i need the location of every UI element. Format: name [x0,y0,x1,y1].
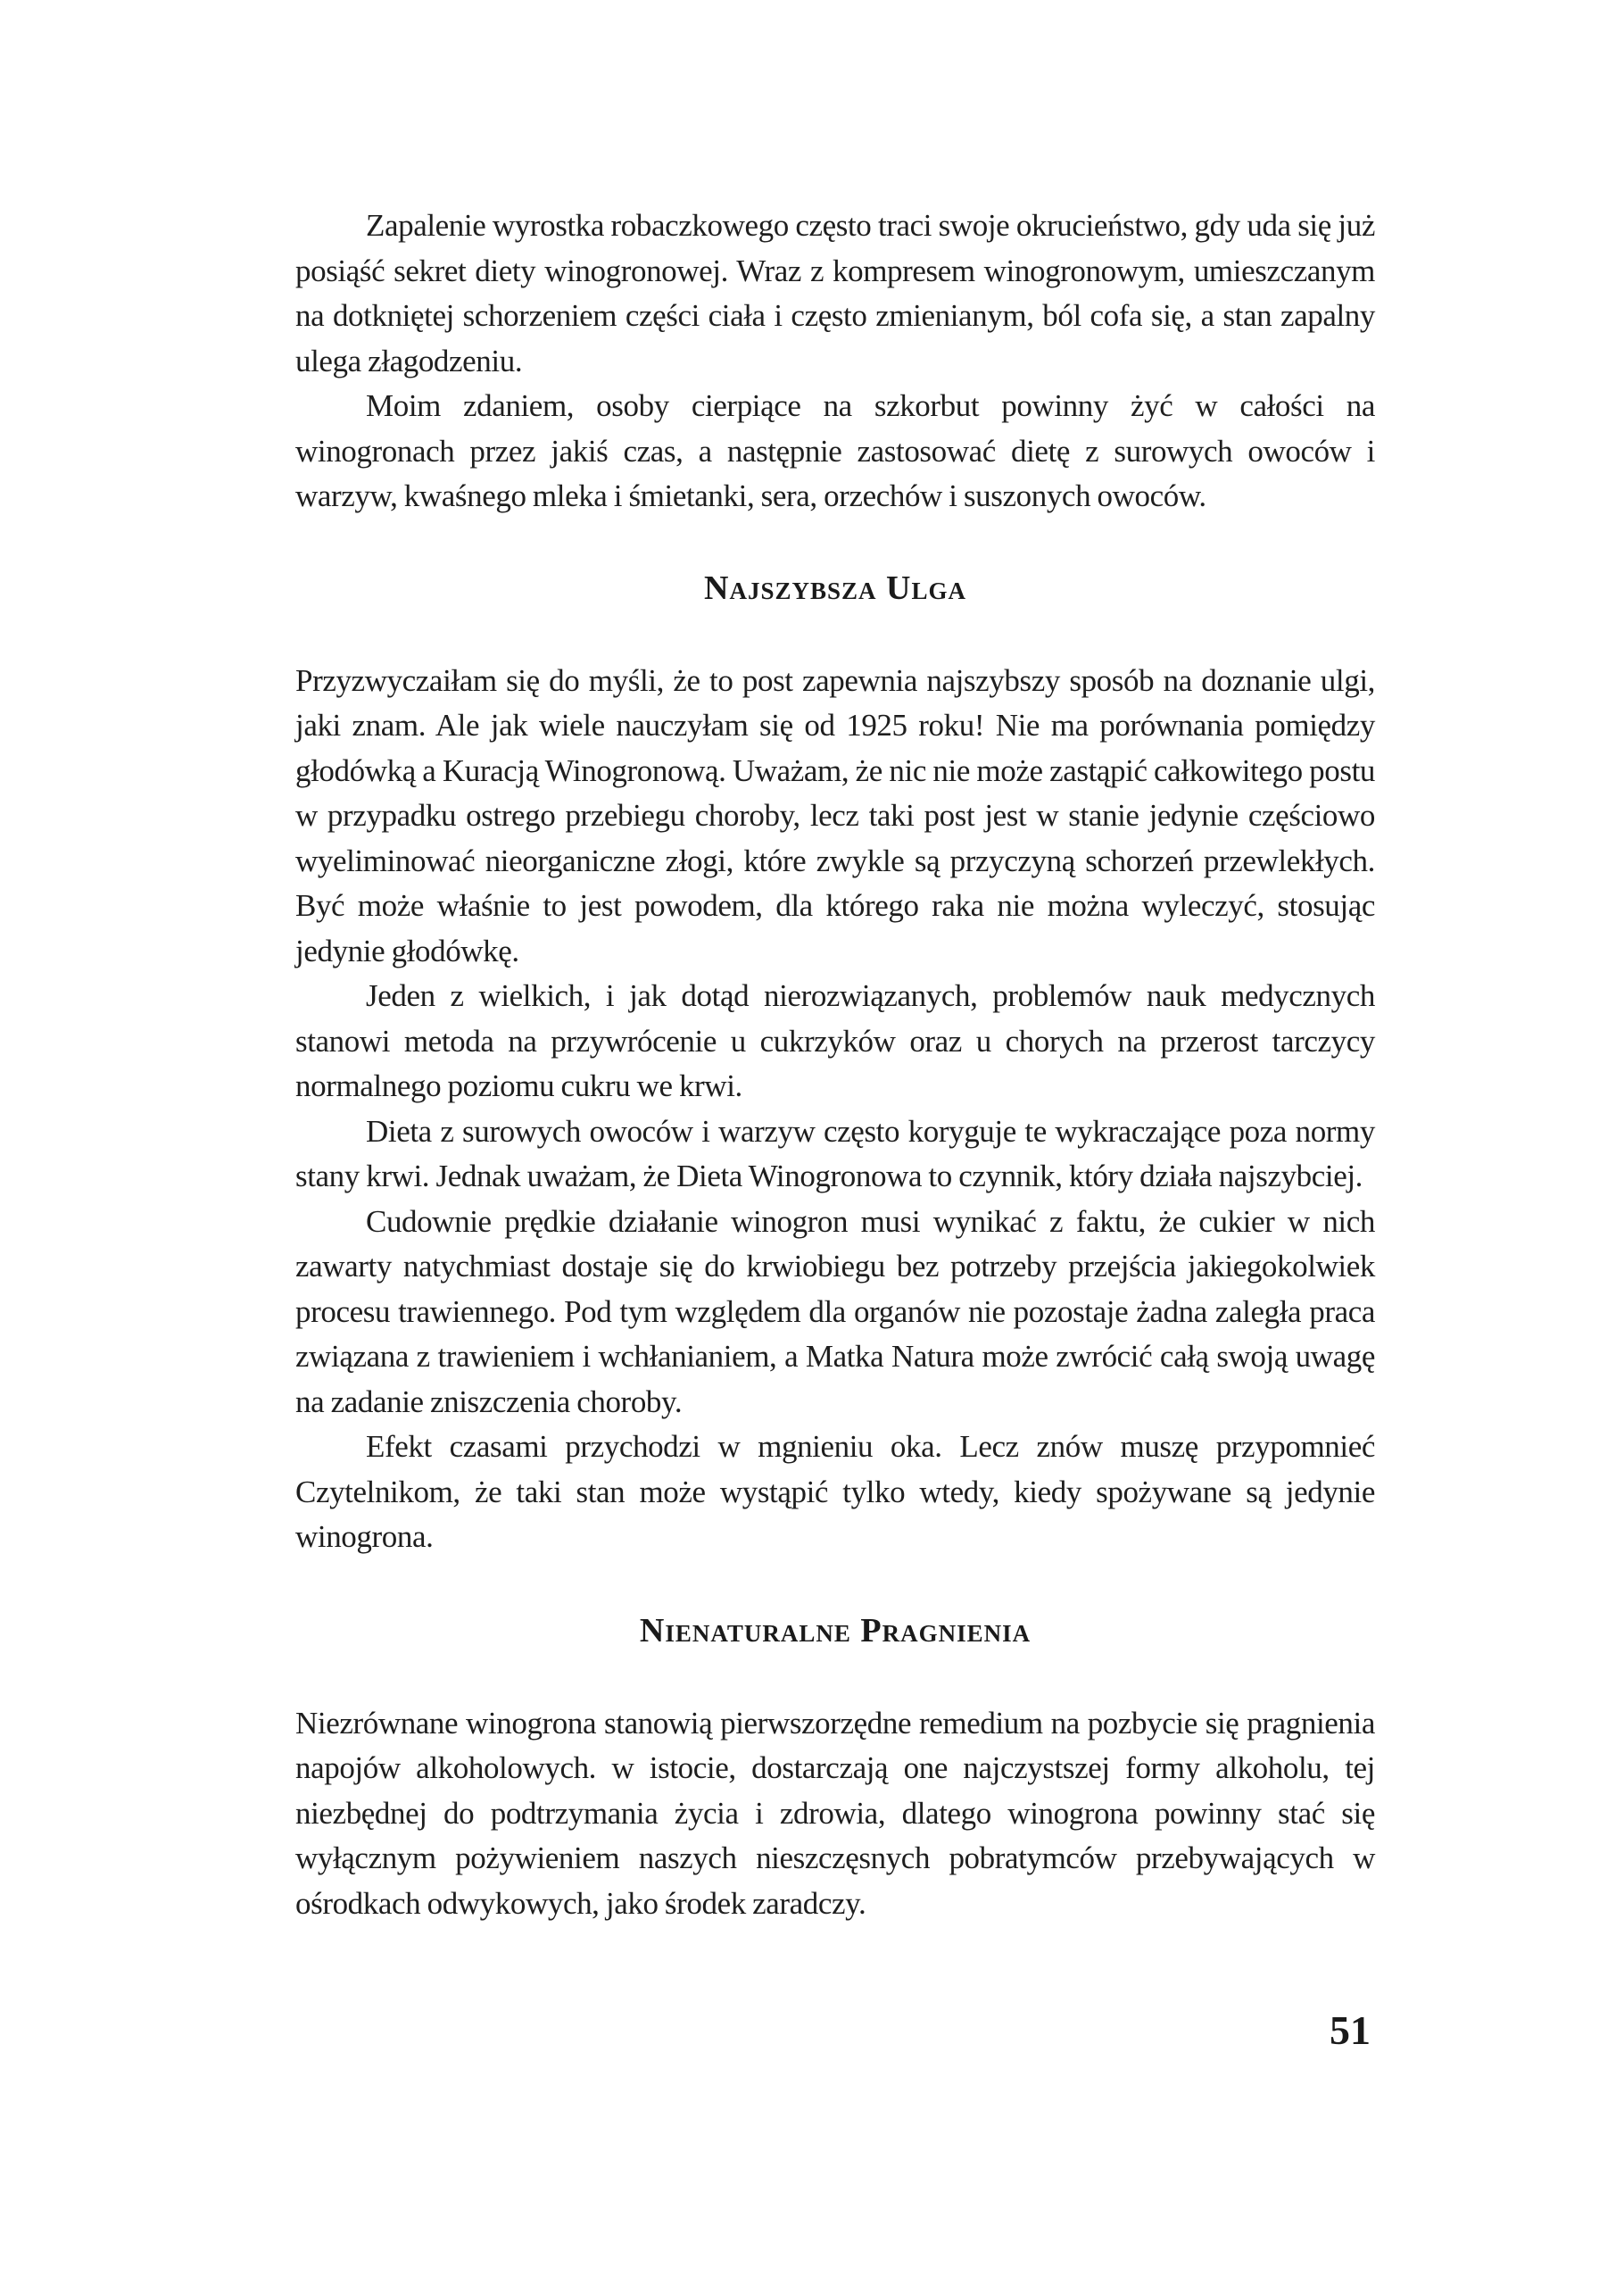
paragraph-fasting: Przyzwyczaiłam się do myśli, że to post zapewnia najszybszy sposób na doznanie ulgi, jaki znam. Ale jak wiele nauczyłam się od 1925 roku! Nie ma porównania pomiędzy głodówką a Kuracją Winogronową. Uważam, że nic nie może zastąpić całkowitego postu w przypadku ostrego przebiegu choroby, lecz taki post jest w stanie jedynie częściowo wyeliminować nieorganiczne złogi, które zwykle są przyczyną schorzeń przewlekłych. Być może właśnie to jest powodem, dla którego raka nie można wyleczyć, stosując jedynie głodówkę. [295,662,1375,968]
paragraph-raw-diet: Dieta z surowych owoców i warzyw często koryguje te wykraczające poza normy stany krwi. Jednak uważam, że Dieta Winogronowa to czynnik, który działa najszybciej. [295,1113,1375,1193]
page-body [295,204,1375,1926]
section-najszybsza-ulga [295,566,1375,1560]
section-nienaturalne-pragnienia [295,1608,1375,1927]
section-heading-najszybsza-ulga: Najszybsza Ulga [704,569,966,607]
section-intro [295,204,1375,519]
section-heading-nienaturalne-pragnienia: Nienaturalne Pragnienia [639,1611,1032,1649]
paragraph-blood-sugar: Jeden z wielkich, i jak dotąd nierozwiązanych, problemów nauk medycznych stanowi metoda na przywrócenie u cukrzyków oraz u chorych na przerost tarczycy normalnego poziomu cukru we krwi. [295,978,1375,1103]
page-number: 51 [1330,2007,1371,2053]
paragraph-scurvy: Moim zdaniem, osoby cierpiące na szkorbut powinny żyć w całości na winogronach przez jakiś czas, a następnie zastosować dietę z surowych owoców i warzyw, kwaśnego mleka i śmietanki, sera, orzechów i suszonych owoców. [295,388,1375,513]
paragraph-appendicitis: Zapalenie wyrostka robaczkowego często traci swoje okrucieństwo, gdy uda się już posiąść sekret diety winogronowej. Wraz z kompresem winogronowym, umieszczanym na dotkniętej schorzeniem części ciała i często zmienianym, ból cofa się, a stan zapalny ulega złagodzeniu. [295,208,1375,378]
paragraph-alcohol: Niezrównane winogrona stanowią pierwszorzędne remedium na pozbycie się pragnienia napojów alkoholowych. w istocie, dostarczają one najczystszej formy alkoholu, tej niezbędnej do podtrzymania życia i zdrowia, dlatego winogrona powinny stać się wyłącznym pożywieniem naszych nieszczęsnych pobratymców przebywających w ośrodkach odwykowych, jako środek zaradczy. [295,1705,1375,1921]
paragraph-effect: Efekt czasami przychodzi w mgnieniu oka. Lecz znów muszę przypomnieć Czytelnikom, że taki stan może wystąpić tylko wtedy, kiedy spożywane są jedynie winogrona. [295,1429,1375,1554]
paragraph-grape-action: Cudownie prędkie działanie winogron musi wynikać z faktu, że cukier w nich zawarty natychmiast dostaje się do krwiobiegu bez potrzeby przejścia jakiegokolwiek procesu trawiennego. Pod tym względem dla organów nie pozostaje żadna zaległa praca związana z trawieniem i wchłanianiem, a Matka Natura może zwrócić całą swoją uwagę na zadanie zniszczenia choroby. [295,1203,1375,1419]
